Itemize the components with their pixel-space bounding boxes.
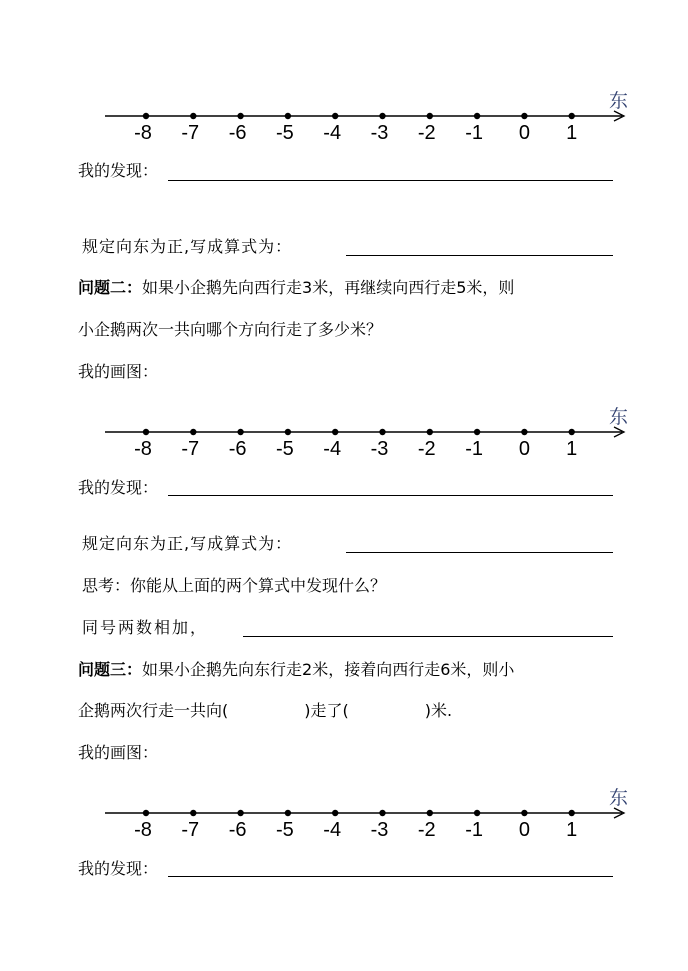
tick-dot xyxy=(521,113,527,119)
tick-label: -3 xyxy=(370,819,389,841)
drawing-label: 我的画图： xyxy=(78,362,159,381)
q2-text-1: 如果小企鹅先向西行走3米，再继续向西行走5米，则 xyxy=(142,278,515,297)
same-sign-label: 同号两数相加， xyxy=(82,618,209,637)
east-label: 东 xyxy=(609,787,629,809)
tick-label: 1 xyxy=(566,122,578,144)
tick-label: -6 xyxy=(228,122,247,144)
tick-label: -7 xyxy=(181,819,200,841)
east-label: 东 xyxy=(609,90,629,112)
tick-dot xyxy=(427,113,433,119)
tick-label: -4 xyxy=(323,438,342,460)
tick-dot xyxy=(569,429,575,435)
q3-title: 问题三： xyxy=(78,660,143,679)
tick-dot xyxy=(143,429,149,435)
finding-answer-line[interactable] xyxy=(168,876,613,877)
tick-dot xyxy=(285,113,291,119)
tick-dot xyxy=(379,113,385,119)
q3-line-1 xyxy=(78,659,514,681)
tick-label: -2 xyxy=(417,438,436,460)
tick-dot xyxy=(237,113,243,119)
q3-text-2c: )米. xyxy=(424,701,453,720)
tick-dot xyxy=(237,429,243,435)
tick-dot xyxy=(332,113,338,119)
tick-label: -1 xyxy=(465,438,483,460)
tick-label: -7 xyxy=(181,122,200,144)
tick-dot xyxy=(285,810,291,816)
tick-label: -5 xyxy=(275,819,294,841)
tick-dot xyxy=(143,113,149,119)
q3-text-2b: )走了( xyxy=(304,701,349,720)
tick-label: -8 xyxy=(134,819,152,841)
tick-label: -1 xyxy=(465,819,483,841)
number-line-1 xyxy=(0,90,688,165)
tick-dot xyxy=(190,810,196,816)
finding-answer-line[interactable] xyxy=(168,495,613,496)
tick-label: 0 xyxy=(518,122,530,144)
tick-label: -8 xyxy=(134,122,152,144)
tick-dot xyxy=(569,810,575,816)
tick-dot xyxy=(332,429,338,435)
tick-dot xyxy=(521,429,527,435)
number-line-2 xyxy=(0,406,688,481)
rule-answer-line[interactable] xyxy=(346,552,613,553)
tick-dot xyxy=(427,810,433,816)
finding-label: 我的发现： xyxy=(78,859,159,878)
drawing-label: 我的画图： xyxy=(78,743,159,762)
tick-label: 0 xyxy=(518,819,530,841)
tick-dot xyxy=(474,113,480,119)
tick-dot xyxy=(569,113,575,119)
rule-label: 规定向东为正,写成算式为： xyxy=(82,534,293,553)
tick-dot xyxy=(285,429,291,435)
east-label: 东 xyxy=(609,406,629,428)
same-sign-answer-line[interactable] xyxy=(243,636,613,637)
number-line-3 xyxy=(0,787,688,862)
tick-dot xyxy=(474,810,480,816)
tick-label: -2 xyxy=(417,122,436,144)
tick-dot xyxy=(190,429,196,435)
tick-label: -5 xyxy=(275,438,294,460)
q2-text-2: 小企鹅两次一共向哪个方向行走了多少米？ xyxy=(78,320,383,339)
tick-label: 1 xyxy=(566,438,578,460)
finding-answer-line[interactable] xyxy=(168,180,613,181)
tick-label: -6 xyxy=(228,438,247,460)
tick-dot xyxy=(427,429,433,435)
tick-dot xyxy=(379,810,385,816)
q2-title: 问题二： xyxy=(78,278,143,297)
tick-dot xyxy=(143,810,149,816)
tick-dot xyxy=(379,429,385,435)
q3-text-1: 如果小企鹅先向东行走2米，接着向西行走6米，则小 xyxy=(142,660,515,679)
tick-dot xyxy=(190,113,196,119)
rule-label: 规定向东为正,写成算式为： xyxy=(82,237,293,256)
q3-line-2 xyxy=(78,700,452,722)
tick-dot xyxy=(332,810,338,816)
tick-label: -2 xyxy=(417,819,436,841)
q3-text-2a: 企鹅两次行走一共向( xyxy=(78,701,229,720)
q2-line-1 xyxy=(78,277,514,299)
think-prompt: 思考：你能从上面的两个算式中发现什么？ xyxy=(82,576,387,595)
tick-label: 1 xyxy=(566,819,578,841)
finding-label: 我的发现： xyxy=(78,161,159,180)
rule-answer-line[interactable] xyxy=(346,255,613,256)
tick-label: 0 xyxy=(518,438,530,460)
tick-label: -6 xyxy=(228,819,247,841)
tick-label: -8 xyxy=(134,438,152,460)
finding-label: 我的发现： xyxy=(78,478,159,497)
tick-dot xyxy=(237,810,243,816)
tick-label: -3 xyxy=(370,438,389,460)
tick-dot xyxy=(521,810,527,816)
tick-label: -3 xyxy=(370,122,389,144)
tick-label: -1 xyxy=(465,122,483,144)
tick-label: -5 xyxy=(275,122,294,144)
tick-label: -7 xyxy=(181,438,200,460)
tick-dot xyxy=(474,429,480,435)
tick-label: -4 xyxy=(323,122,342,144)
tick-label: -4 xyxy=(323,819,342,841)
